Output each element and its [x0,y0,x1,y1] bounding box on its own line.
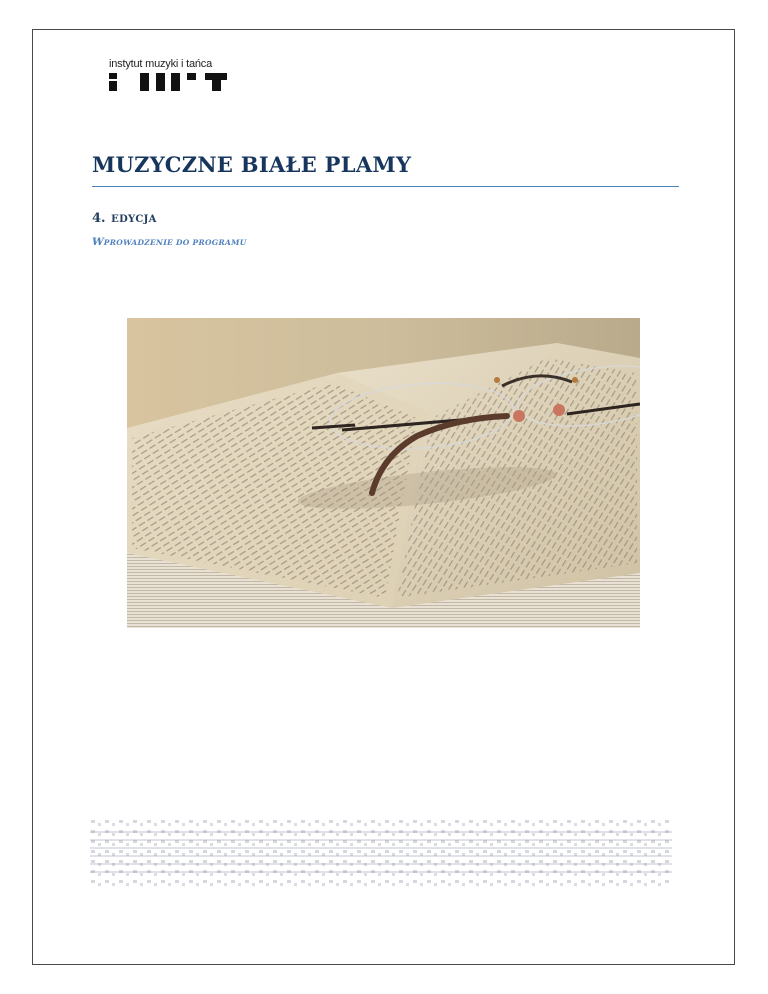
edition-label: EDYCJA [111,214,157,225]
title-divider [92,186,679,187]
document-subtitle [92,230,247,249]
book-glasses-photo [127,318,640,628]
imit-logo-icon [109,73,227,91]
subtitle-initial: W [92,236,104,248]
musical-staff-decoration [90,818,672,888]
logo-text: instytut muzyki i tańca [109,58,212,70]
edition-number: 4. [92,211,106,226]
edition-heading [92,207,157,226]
institute-logo [109,58,229,90]
document-title: MUZYCZNE BIAŁE PLAMY [92,152,412,177]
subtitle-text: PROWADZENIE DO PROGRAMU [103,238,247,247]
